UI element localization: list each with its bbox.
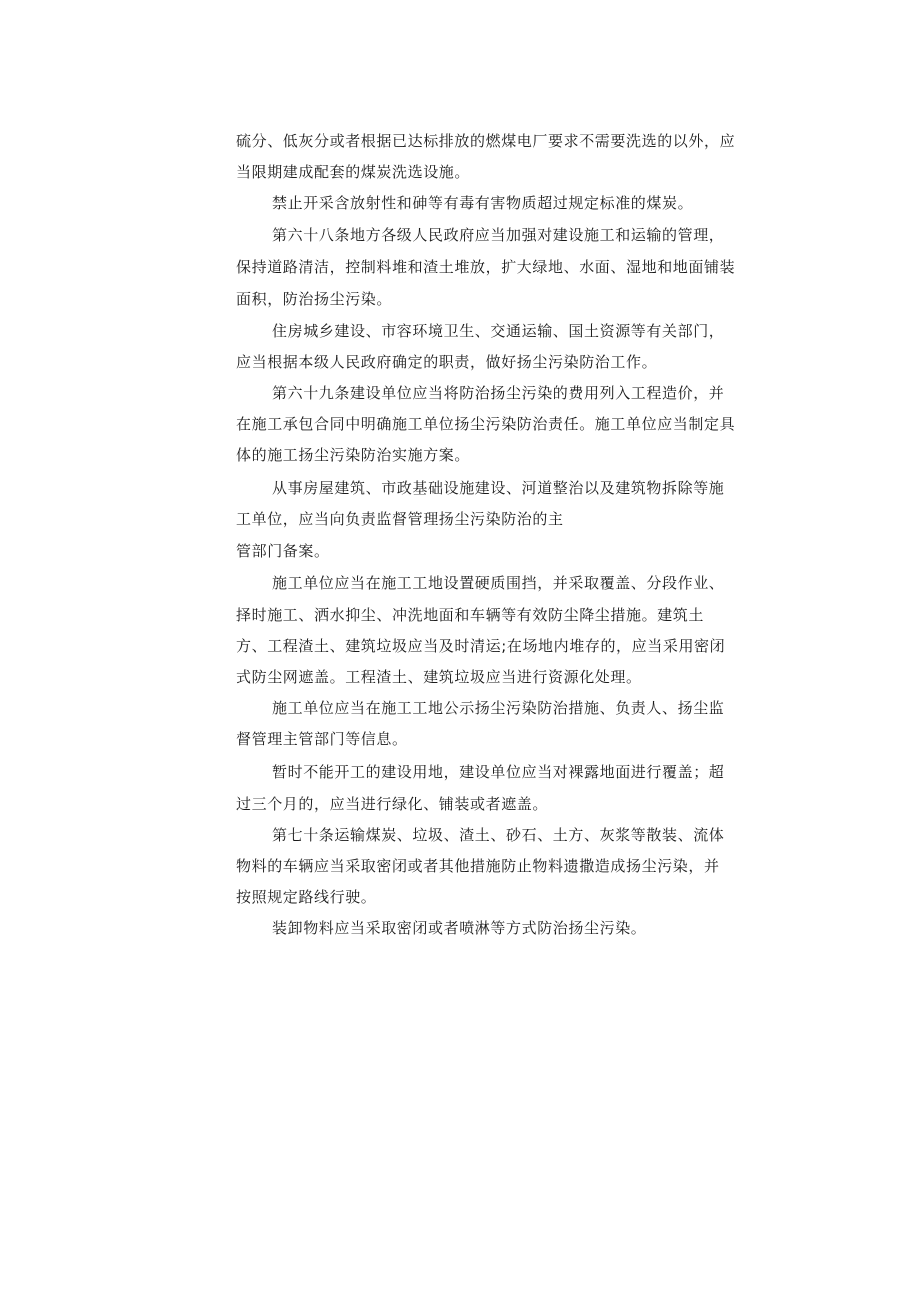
- article-70-start: 第七十条运输煤炭、垃圾、渣土、砂石、土方、灰浆等散装、流体: [272, 826, 725, 844]
- text-line: 应当根据本级人民政府确定的职责，做好扬尘污染防治工作。: [236, 353, 658, 371]
- text-line: 式防尘网遮盖。工程渣土、建筑垃圾应当进行资源化处理。: [236, 668, 642, 686]
- text-line: 方、工程渣土、建筑垃圾应当及时清运;在场地内堆存的，应当采用密闭: [236, 637, 726, 655]
- text-line: 硫分、低灰分或者根据已达标排放的燃煤电厂要求不需要洗选的以外，应: [236, 132, 736, 150]
- article-68-start: 第六十八条地方各级人民政府应当加强对建设施工和运输的管理，: [272, 226, 725, 244]
- text-line: 物料的车辆应当采取密闭或者其他措施防止物料遗撒造成扬尘污染，并: [236, 857, 720, 875]
- paragraph-start: 暂时不能开工的建设用地，建设单位应当对裸露地面进行覆盖；超: [272, 763, 725, 781]
- paragraph-start: 施工单位应当在施工工地设置硬质围挡，并采取覆盖、分段作业、: [272, 574, 725, 592]
- paragraph-start: 装卸物料应当采取密闭或者喷淋等方式防治扬尘污染。: [272, 919, 647, 937]
- paragraph-start: 施工单位应当在施工工地公示扬尘污染防治措施、负责人、扬尘监: [272, 699, 725, 717]
- text-line: 按照规定路线行驶。: [236, 888, 377, 906]
- text-line: 在施工承包合同中明确施工单位扬尘污染防治责任。施工单位应当制定具: [236, 415, 736, 433]
- text-line: 过三个月的，应当进行绿化、铺装或者遮盖。: [236, 795, 549, 813]
- paragraph-start: 从事房屋建筑、市政基础设施建设、河道整治以及建筑物拆除等施: [272, 479, 725, 497]
- text-line: 管部门备案。: [236, 542, 330, 560]
- text-line: 择时施工、洒水抑尘、冲洗地面和车辆等有效防尘降尘措施。建筑土: [236, 606, 705, 624]
- text-line: 保持道路清洁，控制料堆和渣土堆放，扩大绿地、水面、湿地和地面铺装: [236, 258, 736, 276]
- article-69-start: 第六十九条建设单位应当将防治扬尘污染的费用列入工程造价，并: [272, 384, 725, 402]
- text-line: 面积，防治扬尘污染。: [236, 290, 393, 308]
- text-line: 督管理主管部门等信息。: [236, 730, 408, 748]
- paragraph-start: 住房城乡建设、市容环境卫生、交通运输、国土资源等有关部门，: [272, 322, 725, 340]
- text-line: 当限期建成配套的煤炭洗选设施。: [236, 163, 471, 181]
- text-line: 工单位，应当向负责监督管理扬尘污染防治的主: [236, 510, 564, 528]
- text-line: 体的施工扬尘污染防治实施方案。: [236, 446, 471, 464]
- paragraph-start: 禁止开采含放射性和砷等有毒有害物质超过规定标准的煤炭。: [272, 194, 694, 212]
